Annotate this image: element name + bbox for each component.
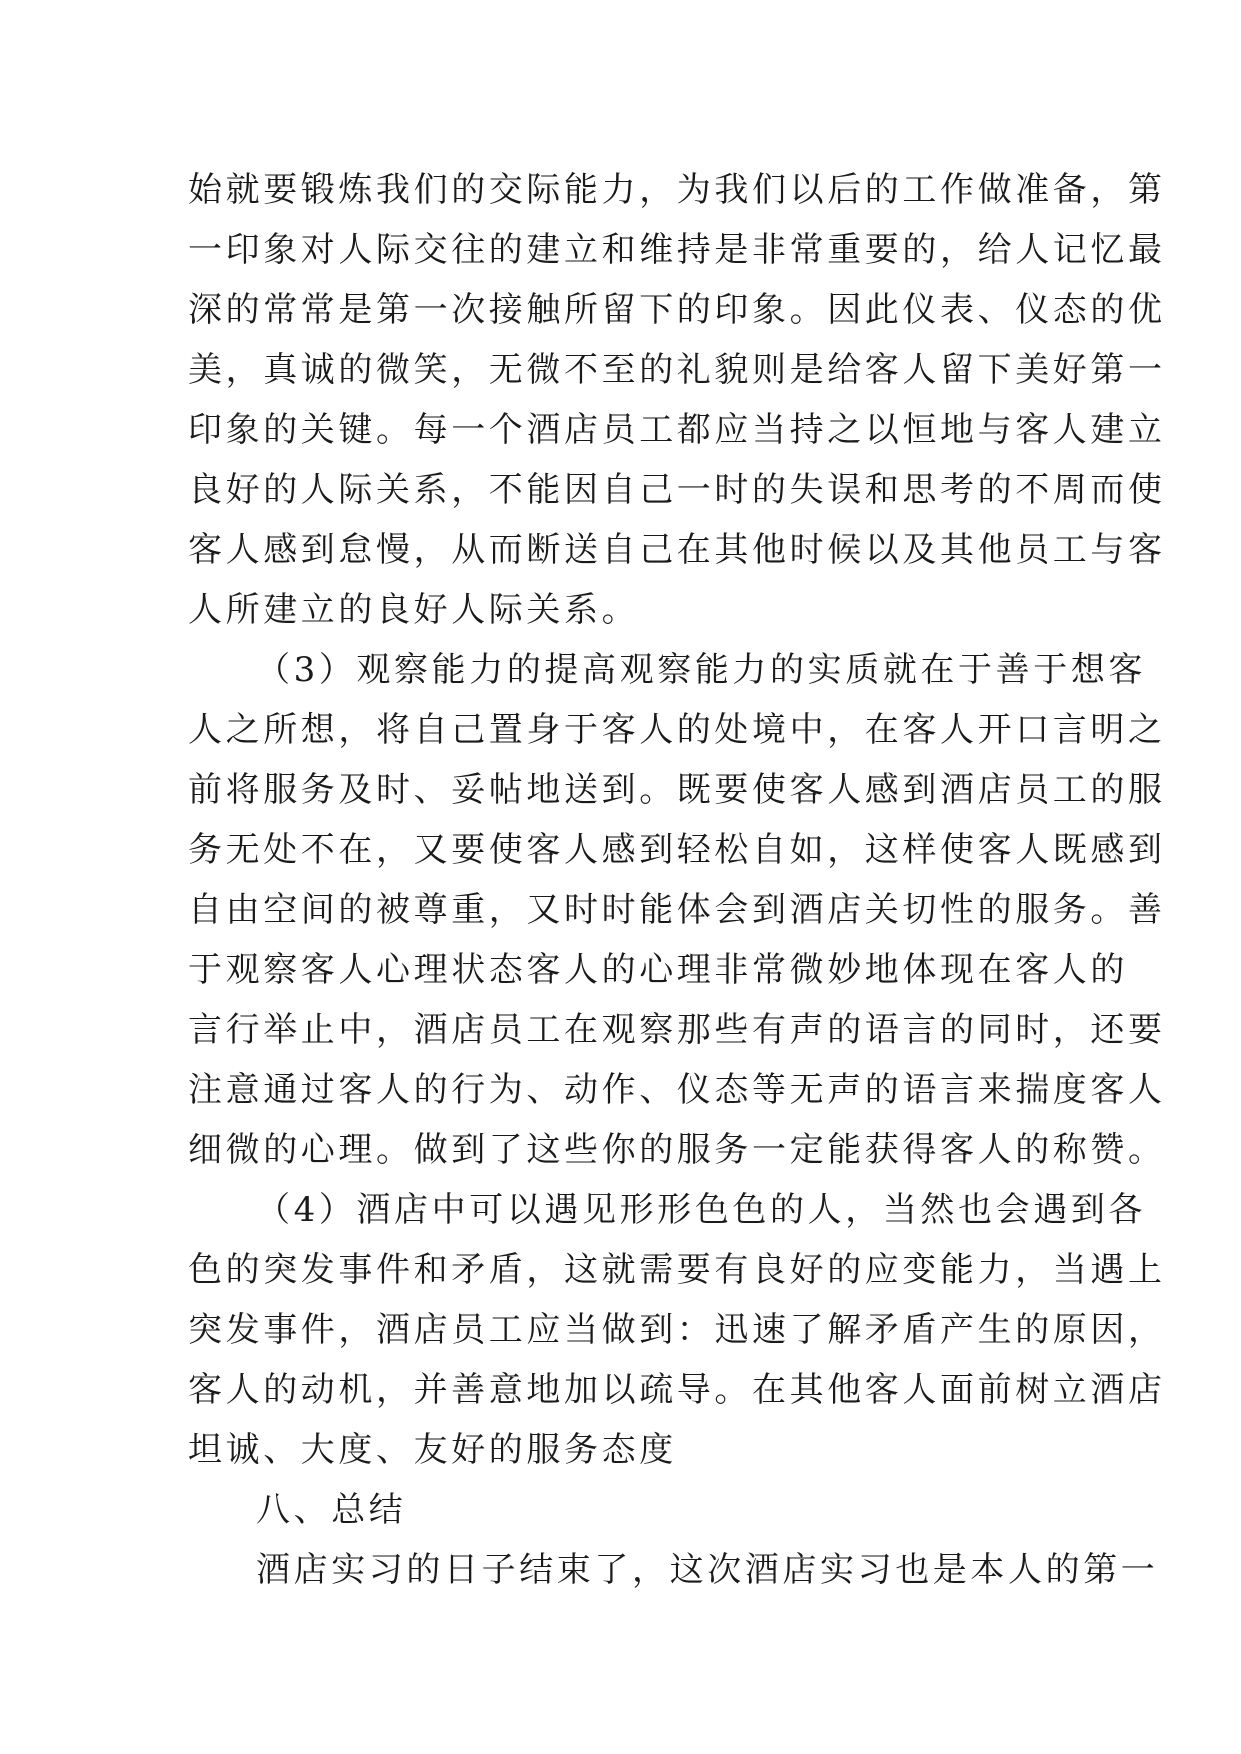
text-line: 务无处不在，又要使客人感到轻松自如，这样使客人既感到: [188, 830, 1166, 870]
text-line: 色的突发事件和矛盾，这就需要有良好的应变能力，当遇上: [188, 1250, 1166, 1290]
text-line: 良好的人际关系，不能因自己一时的失误和思考的不周而使: [188, 470, 1166, 510]
text-line: 细微的心理。做到了这些你的服务一定能获得客人的称赞。: [188, 1130, 1166, 1170]
paragraph-start-line: （4）酒店中可以遇见形形色色的人，当然也会遇到各: [256, 1190, 1147, 1230]
text-line: 突发事件，酒店员工应当做到：迅速了解矛盾产生的原因，: [188, 1310, 1166, 1350]
text-line: 前将服务及时、妥帖地送到。既要使客人感到酒店员工的服: [188, 770, 1166, 810]
text-line: 深的常常是第一次接触所留下的印象。因此仪表、仪态的优: [188, 290, 1166, 330]
text-line: 客人的动机，并善意地加以疏导。在其他客人面前树立酒店: [188, 1370, 1166, 1410]
text-line: 人所建立的良好人际关系。: [188, 590, 640, 630]
text-line: 自由空间的被尊重，又时时能体会到酒店关切性的服务。善: [188, 890, 1166, 930]
paragraph-start-line: （3）观察能力的提高观察能力的实质就在于善于想客: [256, 650, 1147, 690]
text-line: 坦诚、大度、友好的服务态度: [188, 1430, 677, 1470]
document-body: [188, 160, 1166, 1600]
text-line: 注意通过客人的行为、动作、仪态等无声的语言来揣度客人: [188, 1070, 1166, 1110]
text-line: 一印象对人际交往的建立和维持是非常重要的，给人记忆最: [188, 230, 1166, 270]
text-line: 言行举止中，酒店员工在观察那些有声的语言的同时，还要: [188, 1010, 1166, 1050]
text-line: 于观察客人心理状态客人的心理非常微妙地体现在客人的: [188, 950, 1128, 990]
section-heading: 八、总结: [256, 1490, 407, 1530]
paragraph-start-line: 酒店实习的日子结束了，这次酒店实习也是本人的第一: [256, 1550, 1159, 1590]
text-line: 印象的关键。每一个酒店员工都应当持之以恒地与客人建立: [188, 410, 1166, 450]
text-line: 客人感到怠慢，从而断送自己在其他时候以及其他员工与客: [188, 530, 1166, 570]
text-line: 人之所想，将自己置身于客人的处境中，在客人开口言明之: [188, 710, 1166, 750]
text-line: 始就要锻炼我们的交际能力，为我们以后的工作做准备，第: [188, 170, 1166, 210]
text-line: 美，真诚的微笑，无微不至的礼貌则是给客人留下美好第一: [188, 350, 1166, 390]
